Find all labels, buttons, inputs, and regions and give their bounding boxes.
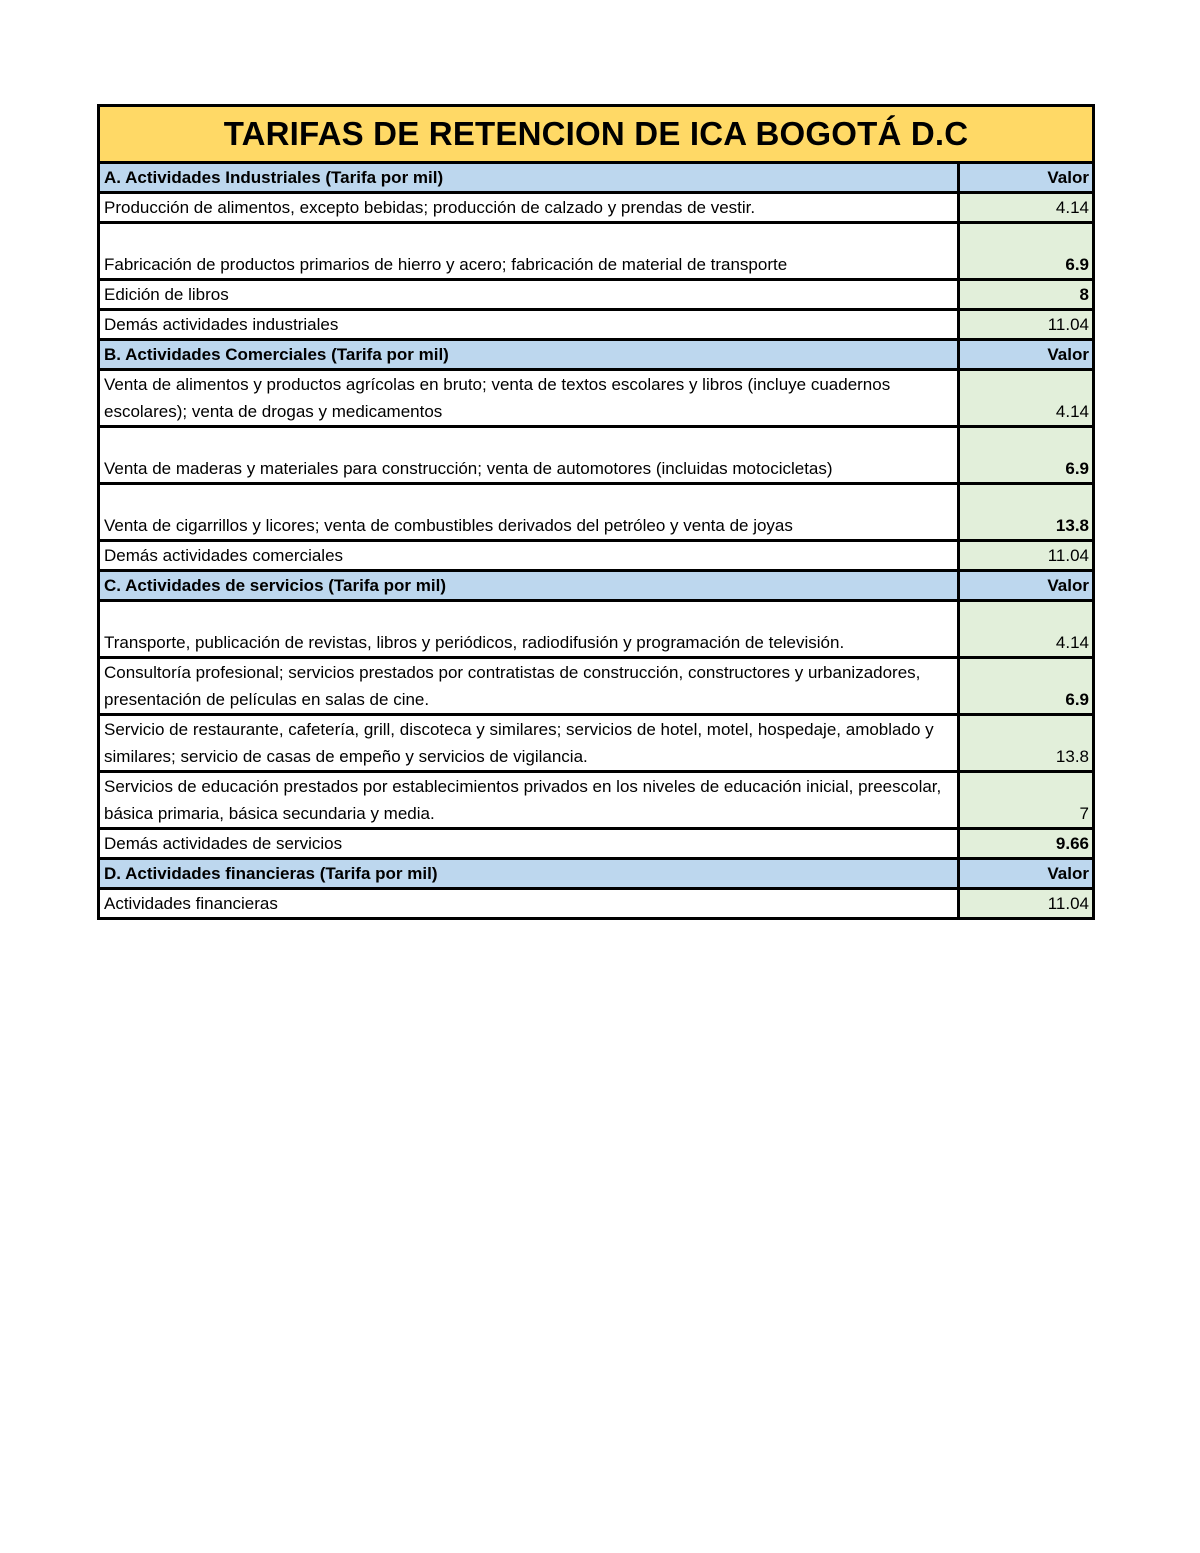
row-value: 6.9 — [960, 224, 1092, 278]
row-value: 6.9 — [960, 428, 1092, 482]
row-description: Servicios de educación prestados por establecimientos privados en los niveles de educación inicial, preescolar, básica primaria, básica secundaria y media. — [100, 773, 960, 827]
row-value: 11.04 — [960, 311, 1092, 338]
row-description: Demás actividades industriales — [100, 311, 960, 338]
rates-table — [97, 104, 1095, 920]
table-row — [100, 890, 1092, 917]
value-header: Valor — [960, 572, 1092, 599]
table-row — [100, 281, 1092, 311]
row-description: Venta de cigarrillos y licores; venta de combustibles derivados del petróleo y venta de joyas — [100, 485, 960, 539]
value-header: Valor — [960, 164, 1092, 191]
table-row — [100, 830, 1092, 860]
row-value: 13.8 — [960, 716, 1092, 770]
row-description: Venta de alimentos y productos agrícolas en bruto; venta de textos escolares y libros (incluye cuadernos escolares); venta de drogas y medicamentos — [100, 371, 960, 425]
table-row — [100, 773, 1092, 830]
table-row — [100, 194, 1092, 224]
section-header-label: D. Actividades financieras (Tarifa por mil) — [100, 860, 960, 887]
row-value: 13.8 — [960, 485, 1092, 539]
value-header: Valor — [960, 341, 1092, 368]
section-header-label: B. Actividades Comerciales (Tarifa por mil) — [100, 341, 960, 368]
table-row — [100, 371, 1092, 428]
section-header-label: C. Actividades de servicios (Tarifa por mil) — [100, 572, 960, 599]
row-value: 8 — [960, 281, 1092, 308]
table-row — [100, 224, 1092, 281]
row-value: 4.14 — [960, 602, 1092, 656]
table-row — [100, 485, 1092, 542]
section-header-industrial — [100, 164, 1092, 194]
value-header: Valor — [960, 860, 1092, 887]
row-value: 11.04 — [960, 890, 1092, 917]
table-row — [100, 659, 1092, 716]
row-description: Actividades financieras — [100, 890, 960, 917]
row-description: Servicio de restaurante, cafetería, grill, discoteca y similares; servicios de hotel, motel, hospedaje, amoblado y similares; servicio de casas de empeño y servicios de vigilancia. — [100, 716, 960, 770]
row-value: 4.14 — [960, 194, 1092, 221]
section-header-commercial — [100, 341, 1092, 371]
row-value: 9.66 — [960, 830, 1092, 857]
row-description: Producción de alimentos, excepto bebidas; producción de calzado y prendas de vestir. — [100, 194, 960, 221]
section-header-services — [100, 572, 1092, 602]
row-value: 4.14 — [960, 371, 1092, 425]
table-row — [100, 428, 1092, 485]
table-title: TARIFAS DE RETENCION DE ICA BOGOTÁ D.C — [100, 107, 1092, 164]
section-header-label: A. Actividades Industriales (Tarifa por mil) — [100, 164, 960, 191]
section-header-financial — [100, 860, 1092, 890]
row-value: 7 — [960, 773, 1092, 827]
table-row — [100, 716, 1092, 773]
row-description: Transporte, publicación de revistas, libros y periódicos, radiodifusión y programación de televisión. — [100, 602, 960, 656]
row-description: Demás actividades de servicios — [100, 830, 960, 857]
table-row — [100, 602, 1092, 659]
row-value: 11.04 — [960, 542, 1092, 569]
row-description: Venta de maderas y materiales para construcción; venta de automotores (incluidas motocicletas) — [100, 428, 960, 482]
table-row — [100, 311, 1092, 341]
table-row — [100, 542, 1092, 572]
row-value: 6.9 — [960, 659, 1092, 713]
row-description: Demás actividades comerciales — [100, 542, 960, 569]
row-description: Edición de libros — [100, 281, 960, 308]
row-description: Consultoría profesional; servicios prestados por contratistas de construcción, constructores y urbanizadores, presentación de películas en salas de cine. — [100, 659, 960, 713]
row-description: Fabricación de productos primarios de hierro y acero; fabricación de material de transporte — [100, 224, 960, 278]
